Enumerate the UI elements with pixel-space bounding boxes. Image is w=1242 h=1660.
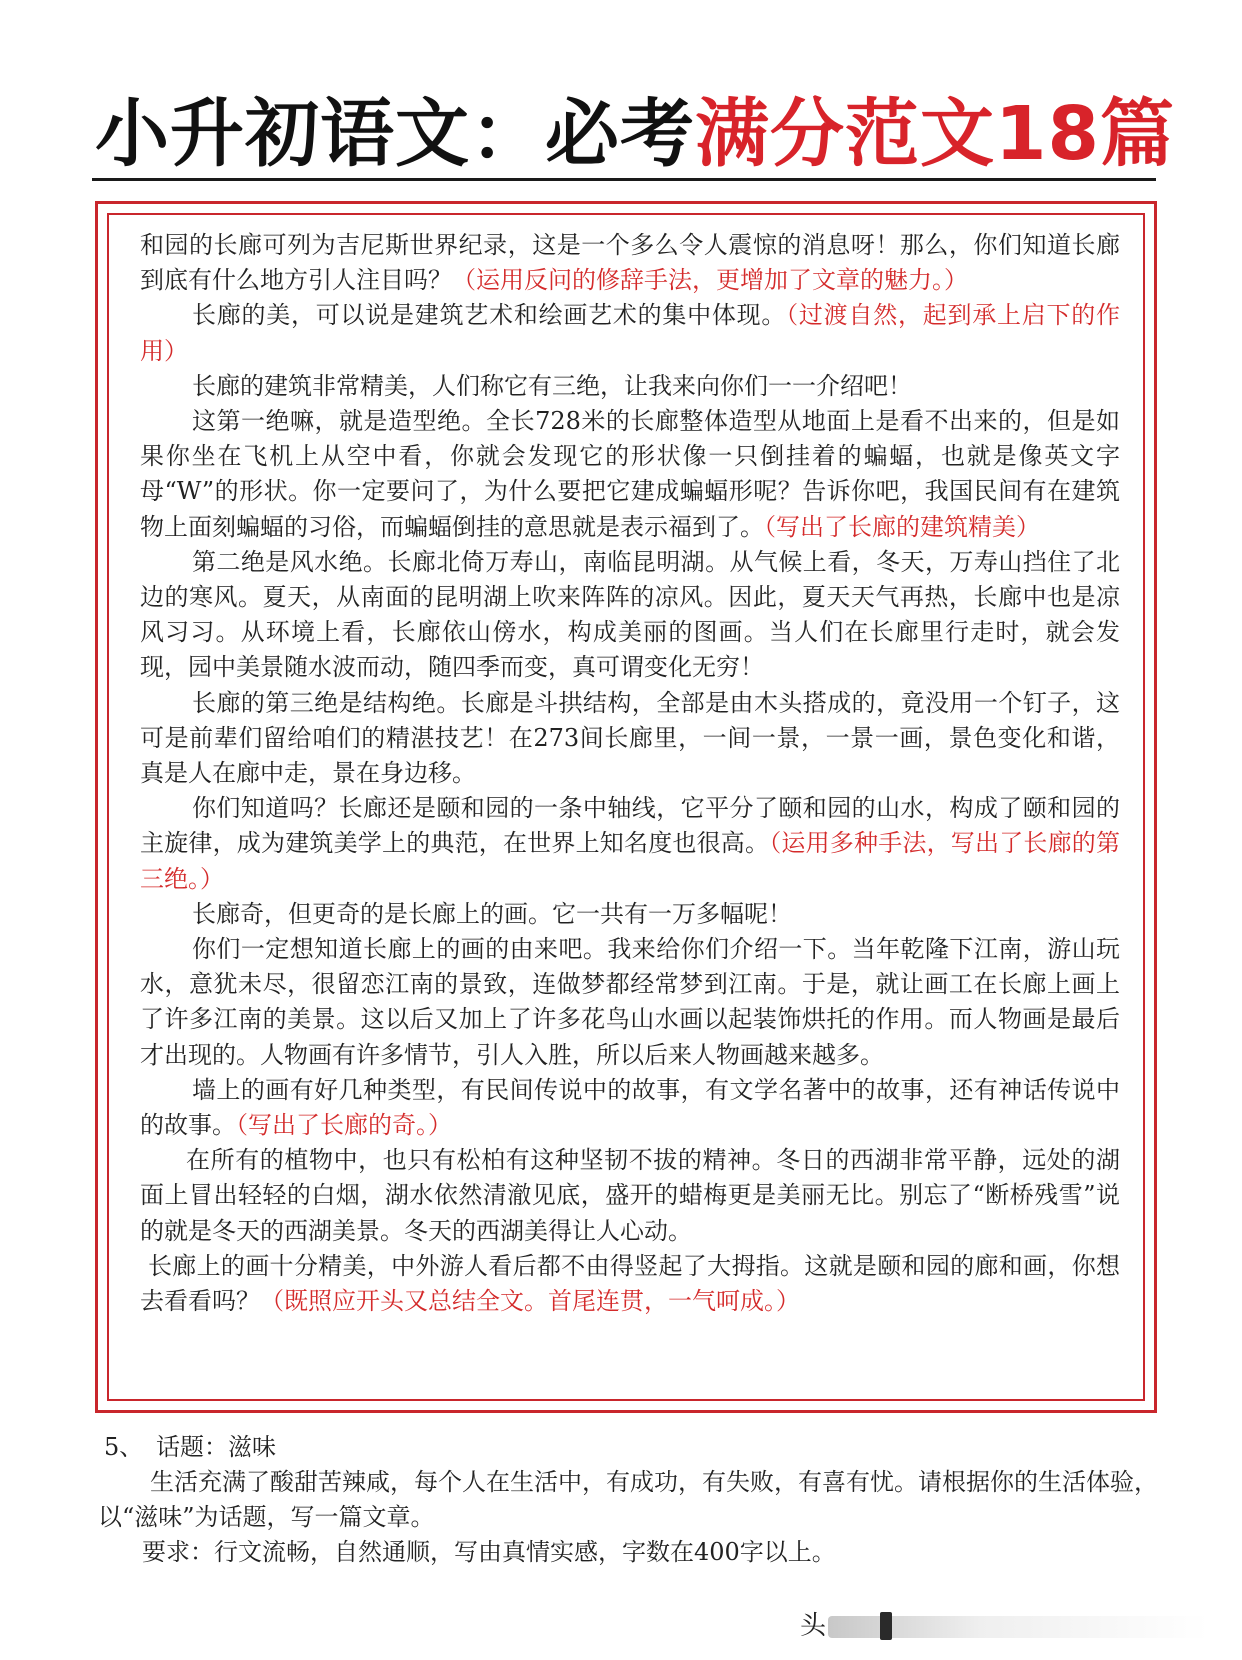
essay-body <box>140 228 1120 1319</box>
watermark-text: 头 <box>800 1611 827 1641</box>
title-black-part: 小升初语文：必考 <box>95 91 695 177</box>
watermark-bar <box>880 1612 892 1640</box>
essay-paragraph: 和园的长廊可列为吉尼斯世界纪录，这是一个多么令人震惊的消息呀！那么，你们知道长廊到底有什么地方引人注目吗？（运用反问的修辞手法，更增加了文章的魅力。） <box>140 231 1120 295</box>
prompt-topic: 话题：滋味 <box>156 1433 276 1461</box>
prompt-body: 生活充满了酸甜苦辣咸，每个人在生活中，有成功，有失败，有喜有忧。请根据你的生活体验，以“滋味”为话题，写一篇文章。 <box>98 1468 1158 1531</box>
annotation: （运用反问的修辞手法，更增加了文章的魅力。） <box>452 266 968 295</box>
writing-prompt <box>98 1430 1158 1570</box>
title-red-part: 满分范文18篇 <box>695 91 1175 177</box>
essay-paragraph: 第二绝是风水绝。长廊北倚万寿山，南临昆明湖。从气候上看，冬天，万寿山挡住了北边的寒风。夏天，从南面的昆明湖上吹来阵阵的凉风。因此，夏天天气再热，长廊中也是凉风习习。从环境上看，长廊依山傍水，构成美丽的图画。当人们在长廊里行走时，就会发现，园中美景随水波而动，随四季而变，真可谓变化无穷！ <box>140 547 1120 682</box>
essay-paragraph: 你们一定想知道长廊上的画的由来吧。我来给你们介绍一下。当年乾隆下江南，游山玩水，意犹未尽，很留恋江南的景致，连做梦都经常梦到江南。于是，就让画工在长廊上画上了许多江南的美景。这以后又加上了许多花鸟山水画以起装饰烘托的作用。而人物画是最后才出现的。人物画有许多情节，引人入胜，所以后来人物画越来越多。 <box>140 935 1120 1069</box>
essay-paragraph: 你们知道吗？长廊还是颐和园的一条中轴线，它平分了颐和园的山水，构成了颐和园的主旋律，成为建筑美学上的典范，在世界上知名度也很高。（运用多种手法，写出了长廊的第三绝。） <box>140 794 1121 893</box>
essay-paragraph: 长廊的建筑非常精美，人们称它有三绝，让我来向你们一一介绍吧！ <box>192 371 912 400</box>
prompt-heading <box>98 1430 1158 1465</box>
watermark <box>800 1608 1220 1644</box>
page-title <box>95 88 1175 180</box>
annotation: （既照应开头又总结全文。首尾连贯，一气呵成。） <box>260 1287 800 1316</box>
essay-paragraph: 长廊奇，但更奇的是长廊上的画。它一共有一万多幅呢！ <box>192 899 792 928</box>
prompt-number: 5、 <box>104 1433 144 1461</box>
annotation: （写出了长廊的奇。） <box>236 1111 452 1140</box>
prompt-requirement: 要求：行文流畅，自然通顺，写由真情实感，字数在400字以上。 <box>142 1538 836 1566</box>
annotation: （写出了长廊的建筑精美） <box>764 512 1040 541</box>
essay-paragraph: 这第一绝嘛，就是造型绝。全长728米的长廊整体造型从地面上是看不出来的，但是如果你坐在飞机上从空中看，你就会发现它的形状像一只倒挂着的蝙蝠，也就是像英文字母“W”的形状。你一定要问了，为什么要把它建成蝙蝠形呢？告诉你吧，我国民间有在建筑物上面刻蝙蝠的习俗，而蝙蝠倒挂的意思就是表示福到了。（写出了长廊的建筑精美） <box>140 407 1120 541</box>
essay-paragraph: 长廊的美，可以说是建筑艺术和绘画艺术的集中体现。（过渡自然，起到承上启下的作用） <box>140 301 1121 365</box>
annotation: （过渡自然，起到承上启下的作用） <box>140 301 1121 365</box>
title-underline <box>92 178 1156 181</box>
essay-paragraph: 在所有的植物中，也只有松柏有这种坚韧不拔的精神。冬日的西湖非常平静，远处的湖面上冒出轻轻的白烟，湖水依然清澈见底，盛开的蜡梅更是美丽无比。别忘了“断桥残雪”说的就是冬天的西湖美景。冬天的西湖美得让人心动。 <box>140 1146 1120 1245</box>
essay-paragraph: 长廊上的画十分精美，中外游人看后都不由得竖起了大拇指。这就是颐和园的廊和画，你想去看看吗？（既照应开头又总结全文。首尾连贯，一气呵成。） <box>140 1251 1120 1316</box>
essay-paragraph: 墙上的画有好几种类型，有民间传说中的故事，有文学名著中的故事，还有神话传说中的故事。（写出了长廊的奇。） <box>140 1075 1120 1140</box>
annotation: （运用多种手法，写出了长廊的第三绝。） <box>140 829 1121 893</box>
essay-paragraph: 长廊的第三绝是结构绝。长廊是斗拱结构，全部是由木头搭成的，竟没用一个钉子，这可是前辈们留给咱们的精湛技艺！在273间长廊里，一间一景，一景一画，景色变化和谐，真是人在廊中走，景在身边移。 <box>140 688 1120 788</box>
